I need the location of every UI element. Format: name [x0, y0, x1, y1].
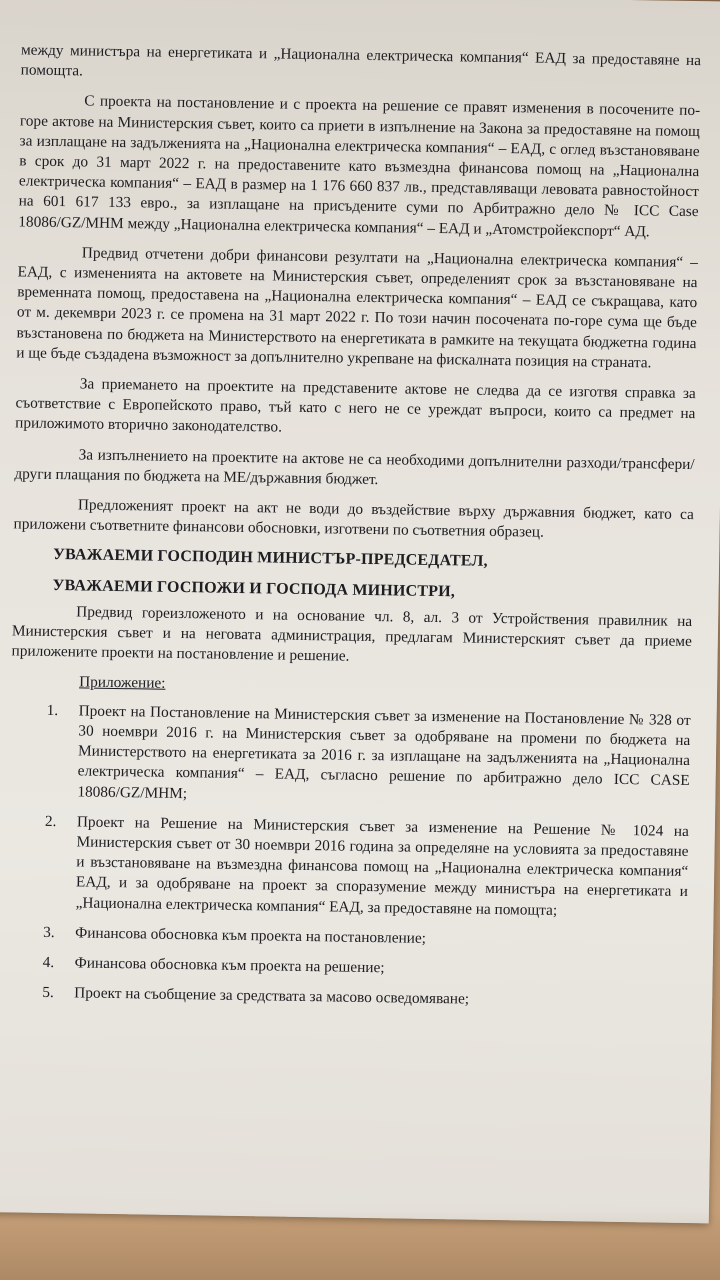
table-surface-shadow [0, 1210, 720, 1280]
document-body [6, 40, 701, 1023]
attachment-text: Проект на Решение на Министерския съвет за изменение на Решение № 1024 на Министерския съвет от 30 ноември 2016 година за определяне на условията за предоставяне и възстановяване на възмездна финансова помощ на „Национална електрическа компания“ ЕАД, и за одобряване на проект за споразумение между министъра на енергетиката и „Национална електрическа компания“ ЕАД, за предоставяне на помощта; [75, 813, 690, 919]
attachment-item [7, 952, 687, 983]
attachment-number: 4. [42, 953, 55, 971]
paragraph-amendments: С проекта на постановление и с проекта на решение се правят изменения в посочените по-горе актове на Министерския съвет, които са приети в изпълнение на Закона за предоставяне на помощ за изплащане на задълженията на „Национална електрическа компания“ – ЕАД, с оглед възстановяване в срок до 31 март 2022 г. на предоставените като възмездна финансова помощ на „Национална електрическа компания“ – ЕАД в размер на 1 176 660 837 лв., представляващи левовата равностойност на 601 617 133 евро., за изплащане на присъдените суми по Арбитражно дело № ICC Case 18086/GZ/MHM между „Национална електрическа компания“ – ЕАД и „Атомстройекспорт“ АД. [18, 92, 701, 240]
attachment-text: Финансова обосновка към проекта на постановление; [75, 924, 427, 947]
paragraph-financial-results: Предвид отчетени добри финансови резултати на „Национална електрическа компания“ – ЕАД, с измененията на актовете на Министерския съвет, определеният срок за възстановяване на временната помощ, предоставена на „Национална електрическа компания“ – ЕАД се съкращава, като от м. декември 2023 г. се промена на 31 март 2022 г. По този начин посочената по-горе сума ще бъде възстановена по бюджета на Министерството на енергетиката в рамките на текущата бюджетна година и ще бъде създадена възможност за допълнително укрепване на фискалната позиция на страната. [16, 244, 698, 372]
paragraph-eu-law: За приемането на проектите на представените актове не следва да се изготвя справка за съответствие с Европейското право, тъй като с него не се уреждат въпроси, които са предмет на приложимото вторично законодателство. [15, 375, 696, 437]
attachment-text: Проект на съобщение за средствата за масово осведомяване; [74, 984, 470, 1008]
closing-paragraph: Предвид гореизложеното и на основание чл. 8, ал. 3 от Устройствения правилник на Министерския съвет и на неговата администрация, предлагам Министерският съвет да приеме приложените проекти на постановление и решение. [11, 603, 693, 665]
attachment-number: 2. [44, 812, 57, 830]
intro-line: между министъра на енергетиката и „Национална електрическа компания“ ЕАД за предоставяне на помощта. [20, 41, 702, 80]
attachment-item [7, 922, 687, 953]
attachment-number: 5. [42, 984, 54, 1002]
attachment-text: Проект на Постановление на Министерския съвет за изменение на Постановление № 328 от 30 ноември 2016 г. на Министерския съвет за одобряване на промени по бюджета на Министерството на енергетиката за 2016 г. за изплащане на задълженията на „Национална електрическа компания“ – ЕАД, съгласно решение по арбитражно дело ICC CASE 18086/GZ/MHM; [77, 702, 691, 802]
attachment-number: 1. [46, 701, 59, 719]
paragraph-expenses: За изпълнението на проектите на актове не са необходими допълнителни разходи/трансфери/други плащания по бюджета на МЕ/държавния бюджет. [14, 446, 695, 488]
attachment-item [8, 811, 690, 923]
paragraph-budget-impact: Предложеният проект на акт не води до въздействие върху държавния бюджет, като са приложени съответните финансови обосновки, изготвени по съответния образец. [13, 496, 694, 541]
address-prime-minister: УВАЖАЕМИ ГОСПОДИН МИНИСТЪР-ПРЕДСЕДАТЕЛ, [52, 546, 488, 571]
attachments-title: Приложение: [79, 673, 166, 693]
attachment-number: 3. [43, 923, 55, 941]
address-ministers: УВАЖАЕМИ ГОСПОЖИ И ГОСПОДА МИНИСТРИ, [52, 576, 456, 600]
attachment-item [9, 700, 691, 812]
attachment-item [6, 982, 686, 1013]
attachments-list [6, 700, 691, 1013]
attachment-text: Финансова обосновка към проекта на решение; [74, 954, 385, 977]
